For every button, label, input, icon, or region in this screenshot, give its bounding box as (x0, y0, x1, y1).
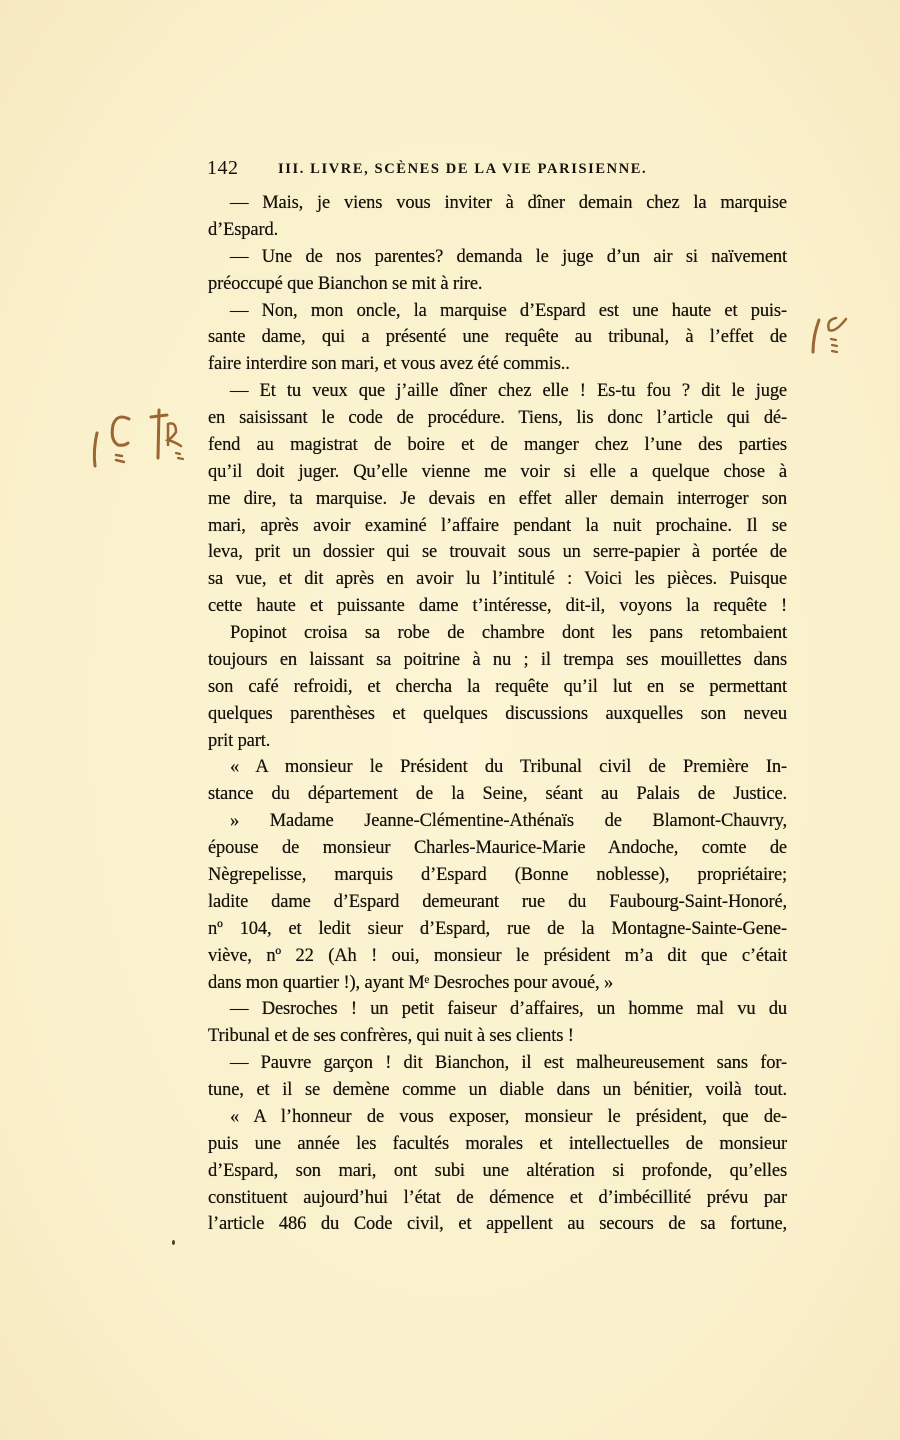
text-line: épouse de monsieur Charles-Maurice-Marie Andoche, comte de (208, 838, 787, 859)
text-line: Popinot croisa sa robe de chambre dont les pans retombaient (230, 623, 787, 644)
text-line: quelques parenthèses et quelques discussions auxquelles son neveu (208, 703, 787, 724)
text-line: Tribunal et de ses confrères, qui nuit à ses clients ! (208, 1026, 574, 1047)
text-line: prit part. (208, 730, 271, 751)
running-header: III. LIVRE, SCÈNES DE LA VIE PARISIENNE. (278, 161, 648, 177)
text-line: fend au magistrat de boire et de manger chez l’une des parties (208, 434, 787, 455)
text-line: constituent aujourd’hui l’état de démence et d’imbécillité prévu par (208, 1187, 787, 1208)
text-line: — Mais, je viens vous inviter à dîner demain chez la marquise (230, 193, 787, 213)
text-line: toujours en laissant sa poitrine à nu ; il trempa ses mouillettes dans (208, 649, 787, 670)
text-line: — Desroches ! un petit faiseur d’affaires, un homme mal vu du (230, 999, 787, 1020)
text-line: tune, et il se demène comme un diable dans un bénitier, voilà tout. (208, 1080, 787, 1101)
text-line: d’Espard. (208, 219, 279, 240)
page-number: 142 (207, 157, 239, 179)
text-line: leva, prit un dossier qui se trouvait sous un serre-papier à portée de (208, 542, 787, 563)
text-line: me dire, ta marquise. Je devais en effet aller demain interroger son (208, 488, 787, 509)
text-line: — Pauvre garçon ! dit Bianchon, il est malheureusement sans for- (230, 1053, 787, 1074)
text-line: son café refroidi, et chercha la requête qu’il lut en se permettant (208, 676, 787, 697)
text-line: « A l’honneur de vous exposer, monsieur le président, que de- (230, 1106, 787, 1127)
ink-speck (172, 1240, 175, 1245)
text-line: puis une année les facultés morales et intellectuelles de monsieur (208, 1133, 787, 1154)
text-line: stance du département de la Seine, séant au Palais de Justice. (208, 784, 787, 805)
text-line: « A monsieur le Président du Tribunal civil de Première In- (230, 757, 787, 778)
text-line: faire interdire son mari, et vous avez été commis.. (208, 354, 570, 375)
text-line: Nègrepelisse, marquis d’Espard (Bonne noblesse), propriétaire; (208, 865, 787, 885)
text-line: mari, après avoir examiné l’affaire pendant la nuit prochaine. Il se (208, 515, 787, 536)
text-line: viève, nº 22 (Ah ! oui, monsieur le président m’a dit que c’était (208, 945, 787, 966)
text-line: — Non, mon oncle, la marquise d’Espard est une haute et puis- (230, 300, 787, 321)
text-line: sa vue, et dit après en avoir lu l’intitulé : Voici les pièces. Puisque (208, 569, 787, 590)
text-line: l’article 486 du Code civil, et appellent au secours de sa fortune, (208, 1214, 787, 1235)
text-line: cette haute et puissante dame t’intéresse, dit-il, voyons la requête ! (208, 596, 787, 617)
text-line: en saisissant le code de procédure. Tiens, lis donc l’article qui dé- (208, 408, 787, 429)
text-line: ladite dame d’Espard demeurant rue du Faubourg-Saint-Honoré, (208, 891, 787, 912)
text-line: — Et tu veux que j’aille dîner chez elle ! Es-tu fou ? dit le juge (230, 381, 787, 402)
text-line: — Une de nos parentes? demanda le juge d’un air si naïvement (230, 246, 787, 267)
text-line: » Madame Jeanne-Clémentine-Athénaïs de Blamont-Chauvry, (230, 811, 787, 832)
text-line: qu’il doit juger. Qu’elle vienne me voir si elle a quelque chose à (208, 461, 787, 482)
text-line: préoccupé que Bianchon se mit à rire. (208, 273, 483, 294)
text-line: d’Espard, son mari, ont subi une altération si profonde, qu’elles (208, 1160, 787, 1181)
text-line: dans mon quartier !), ayant Mᵉ Desroches pour avoué, » (208, 972, 614, 993)
text-line: sante dame, qui a présenté une requête au tribunal, à l’effet de (208, 327, 787, 348)
text-line: nº 104, et ledit sieur d’Espard, rue de la Montagne-Sainte-Gene- (208, 918, 787, 939)
